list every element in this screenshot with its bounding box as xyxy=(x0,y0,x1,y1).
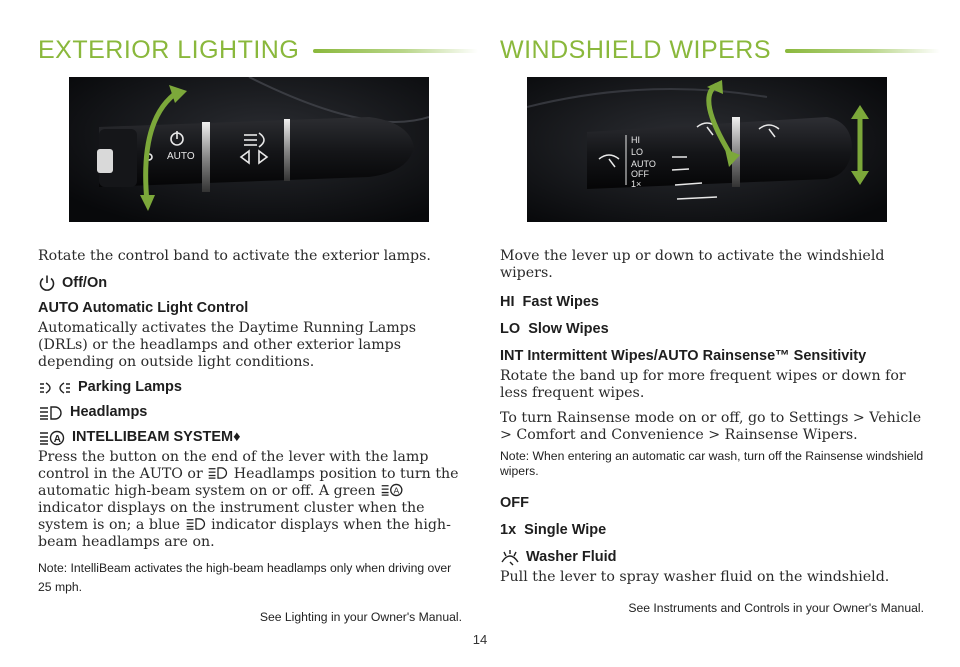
high-beam-icon xyxy=(185,517,207,531)
photo-lo-label: LO xyxy=(631,147,644,157)
wipers-reference: See Instruments and Controls in your Owner's Manual. xyxy=(628,601,924,615)
int-title: INT Intermittent Wipes/AUTO Rainsense™ Sensitivity xyxy=(500,348,867,364)
off-on-label: Off/On xyxy=(62,274,108,291)
intellibeam-item xyxy=(38,429,462,446)
auto-light-body: Automatically activates the Daytime Running Lamps (DRLs) or the headlamps and other exterior lamps depending on outside light conditions. xyxy=(38,320,417,370)
intellibeam-body xyxy=(38,449,462,551)
windshield-wipers-heading: WINDSHIELD WIPERS xyxy=(500,36,772,64)
single-wipe-item: 1x Single Wipe xyxy=(500,522,607,538)
heading-rule xyxy=(785,49,940,53)
rainsense-body: To turn Rainsense mode on or off, go to Settings > Vehicle > Comfort and Convenience > Rainsense Wipers. xyxy=(500,410,922,443)
wipers-heading-row xyxy=(500,36,940,65)
exterior-intro: Rotate the control band to activate the exterior lamps. xyxy=(38,248,431,264)
heading-rule xyxy=(313,49,478,53)
exterior-text xyxy=(38,248,462,626)
car-wash-note: Note: When entering an automatic car wash, turn off the Rainsense windshield wipers. xyxy=(500,449,924,478)
photo-off-label: OFF xyxy=(631,169,649,179)
off-item: OFF xyxy=(500,495,529,511)
parking-lamps-item xyxy=(38,379,462,396)
photo-hi-label: HI xyxy=(631,135,640,145)
wiper-lever-photo xyxy=(527,77,887,222)
washer-fluid-item xyxy=(500,549,924,566)
exterior-lighting-heading: EXTERIOR LIGHTING xyxy=(38,36,300,64)
intellibeam-body-2: Headlamps position to turn the automatic high-beam system on or off. A green xyxy=(38,466,459,499)
wipers-intro: Move the lever up or down to activate the windshield wipers. xyxy=(500,248,885,281)
headlamps-item xyxy=(38,404,462,421)
intellibeam-label: INTELLIBEAM SYSTEM♦ xyxy=(72,429,241,445)
photo-single-label: 1× xyxy=(631,179,642,189)
intellibeam-body-1: Press the button on the end of the lever with the lamp control in the AUTO or xyxy=(38,449,429,482)
headlamps-icon xyxy=(207,466,229,480)
intellibeam-body-3: indicator displays on the instrument cluster when the system is on; a blue xyxy=(38,500,425,533)
lo-slow-wipes: LO Slow Wipes xyxy=(500,321,609,337)
photo-auto-label: AUTO xyxy=(167,151,195,162)
lighting-reference: See Lighting in your Owner's Manual. xyxy=(259,610,462,624)
off-on-item xyxy=(38,274,462,292)
intellibeam-body-4: indicator displays when the high-beam headlamps are on. xyxy=(38,517,451,550)
power-icon xyxy=(38,274,56,292)
hi-fast-wipes: HI Fast Wipes xyxy=(500,294,599,310)
int-body: Rotate the band up for more frequent wipes or down for less frequent wipes. xyxy=(500,368,906,401)
parking-lamps-label: Parking Lamps xyxy=(78,379,182,395)
auto-light-title: AUTO Automatic Light Control xyxy=(38,300,249,316)
photo-auto-label: AUTO xyxy=(631,159,656,169)
exterior-heading-row xyxy=(38,36,478,65)
page-number: 14 xyxy=(472,632,488,647)
parking-lamps-icon xyxy=(38,381,72,395)
headlamps-label: Headlamps xyxy=(70,404,148,420)
washer-fluid-icon xyxy=(500,550,520,566)
headlamps-icon xyxy=(38,405,64,421)
intellibeam-note: Note: IntelliBeam activates the high-beam headlamps only when driving over 25 mph. xyxy=(38,561,452,594)
intellibeam-icon xyxy=(38,430,66,446)
washer-fluid-body: Pull the lever to spray washer fluid on the windshield. xyxy=(500,569,890,585)
svg-text:A: A xyxy=(393,485,400,496)
svg-text:A: A xyxy=(53,433,62,445)
headlamp-lever-photo xyxy=(69,77,429,222)
intellibeam-icon xyxy=(380,483,404,497)
wipers-text xyxy=(500,248,924,617)
washer-fluid-label: Washer Fluid xyxy=(526,549,617,565)
